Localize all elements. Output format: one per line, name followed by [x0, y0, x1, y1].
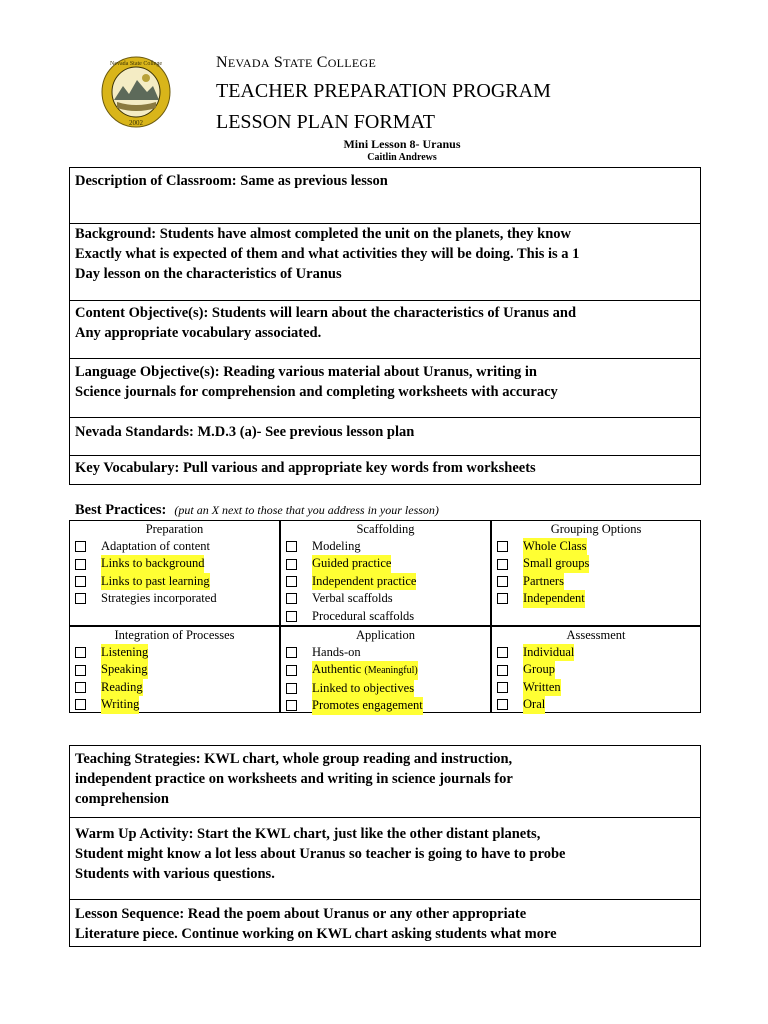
- checkbox[interactable]: [497, 647, 508, 658]
- grouping-header: Grouping Options: [550, 522, 642, 536]
- checklist-item[interactable]: Reading: [70, 679, 279, 696]
- checklist-item[interactable]: Authentic (Meaningful): [281, 661, 490, 679]
- checklist-item[interactable]: Guided practice: [281, 555, 490, 572]
- checklist-item[interactable]: Promotes engagement: [281, 697, 490, 714]
- checkbox[interactable]: [75, 682, 86, 693]
- checkbox[interactable]: [497, 699, 508, 710]
- checklist-item[interactable]: Group: [492, 661, 700, 678]
- checklist-item[interactable]: Whole Class: [492, 538, 700, 555]
- checklist-item[interactable]: Writing: [70, 696, 279, 713]
- checkbox[interactable]: [75, 665, 86, 676]
- best-practices-title: Best Practices: (put an X next to those that you address in your lesson): [75, 502, 439, 518]
- checklist-item[interactable]: Adaptation of content: [70, 538, 279, 555]
- checkbox[interactable]: [497, 665, 508, 676]
- checklist-item[interactable]: Individual: [492, 644, 700, 661]
- scaffolding-header: Scaffolding: [356, 522, 415, 536]
- checkbox[interactable]: [286, 647, 297, 658]
- checklist-item[interactable]: Strategies incorporated: [70, 590, 279, 607]
- checklist-item[interactable]: Linked to objectives: [281, 680, 490, 697]
- checkbox[interactable]: [286, 665, 297, 676]
- application-header: Application: [355, 628, 415, 642]
- integration-header: Integration of Processes: [114, 628, 235, 642]
- assessment-cell: [492, 627, 700, 714]
- checklist-item[interactable]: Verbal scaffolds: [281, 590, 490, 607]
- author-name: Caitlin Andrews: [367, 152, 437, 163]
- checklist-item[interactable]: Oral: [492, 696, 700, 713]
- language-objective-row: Language Objective(s): Reading various material about Uranus, writing in Science journals for comprehension and completing worksheets with accuracy: [70, 359, 700, 418]
- checkbox[interactable]: [497, 593, 508, 604]
- checkbox[interactable]: [75, 541, 86, 552]
- checklist-item[interactable]: Listening: [70, 644, 279, 661]
- content-objective-row: Content Objective(s): Students will learn about the characteristics of Uranus and Any appropriate vocabulary associated.: [70, 301, 700, 359]
- svg-text:2002: 2002: [129, 119, 143, 127]
- assessment-header: Assessment: [566, 628, 626, 642]
- preparation-cell: [70, 521, 279, 608]
- checkbox[interactable]: [497, 541, 508, 552]
- description-row: Description of Classroom: Same as previous lesson: [70, 168, 700, 224]
- format-title: LESSON PLAN FORMAT: [216, 111, 435, 133]
- checklist-item[interactable]: Procedural scaffolds: [281, 608, 490, 625]
- college-name: NEVADA STATE COLLEGE: [216, 54, 377, 71]
- checklist-item[interactable]: Links to past learning: [70, 573, 279, 590]
- lesson-info-table: [69, 167, 701, 485]
- checklist-item[interactable]: Small groups: [492, 555, 700, 572]
- checkbox[interactable]: [286, 700, 297, 711]
- checkbox[interactable]: [286, 683, 297, 694]
- checkbox[interactable]: [75, 647, 86, 658]
- checklist-item[interactable]: Partners: [492, 573, 700, 590]
- checkbox[interactable]: [286, 559, 297, 570]
- grouping-cell: [492, 521, 700, 608]
- college-seal-icon: [101, 56, 171, 128]
- checklist-item[interactable]: Speaking: [70, 661, 279, 678]
- checklist-item[interactable]: Independent practice: [281, 573, 490, 590]
- standards-row: Nevada Standards: M.D.3 (a)- See previous lesson plan: [70, 418, 700, 456]
- checklist-item[interactable]: Links to background: [70, 555, 279, 572]
- checkbox[interactable]: [497, 682, 508, 693]
- integration-cell: [70, 627, 279, 714]
- checklist-item[interactable]: Hands-on: [281, 644, 490, 661]
- checkbox[interactable]: [75, 559, 86, 570]
- vocabulary-row: Key Vocabulary: Pull various and appropriate key words from worksheets: [75, 460, 536, 476]
- checkbox[interactable]: [497, 559, 508, 570]
- application-cell: [281, 627, 490, 715]
- lesson-sequence-row: Lesson Sequence: Read the poem about Uranus or any other appropriate Literature piece. Continue working on KWL chart asking students what more: [75, 906, 557, 942]
- svg-text:Nevada State College: Nevada State College: [110, 61, 162, 67]
- checklist-item[interactable]: Independent: [492, 590, 700, 607]
- checklist-item[interactable]: Modeling: [281, 538, 490, 555]
- best-practices-grid: [69, 520, 701, 713]
- checkbox[interactable]: [286, 611, 297, 622]
- background-row: Background: Students have almost completed the unit on the planets, they know Exactly what is expected of them and what activities they will be doing. This is a 1 Day lesson on the characteristics of Uranus: [70, 224, 700, 301]
- teaching-strategies-row: Teaching Strategies: KWL chart, whole group reading and instruction, independent practice on worksheets and writing in science journals for comprehension: [70, 746, 700, 818]
- checklist-item[interactable]: Written: [492, 679, 700, 696]
- preparation-header: Preparation: [145, 522, 204, 536]
- strategies-table: [69, 745, 701, 947]
- checkbox[interactable]: [286, 593, 297, 604]
- scaffolding-cell: [281, 521, 490, 625]
- checkbox[interactable]: [75, 593, 86, 604]
- warmup-row: Warm Up Activity: Start the KWL chart, just like the other distant planets, Student might know a lot less about Uranus so teacher is going to have to probe Students with various questions.: [70, 818, 700, 900]
- checkbox[interactable]: [75, 576, 86, 587]
- checkbox[interactable]: [497, 576, 508, 587]
- checkbox[interactable]: [286, 541, 297, 552]
- mini-lesson-title: Mini Lesson 8- Uranus: [343, 137, 461, 151]
- program-title: TEACHER PREPARATION PROGRAM: [216, 80, 551, 102]
- checkbox[interactable]: [286, 576, 297, 587]
- checkbox[interactable]: [75, 699, 86, 710]
